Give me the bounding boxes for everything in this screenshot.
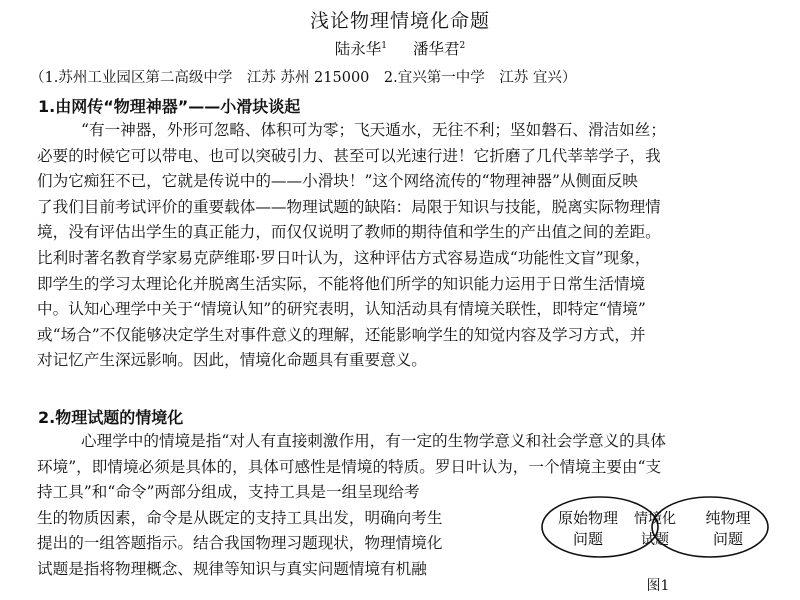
figure-caption: 图1 [646, 578, 670, 594]
text-line: 们为它痴狂不已，它就是传说中的——小滑块！”这个网络流传的“物理神器”从侧面反映 [37, 172, 638, 191]
author-superscript: 2 [459, 40, 466, 51]
text-line: 必要的时候它可以带电、也可以突破引力、甚至可以光速行进！它折磨了几代莘莘学子，我 [37, 146, 661, 165]
left-label-line1: 原始物理 [557, 509, 619, 527]
text-line: “有一神器，外形可忽略、体积可为零；飞天遁水，无往不利；坚如磐石、滑洁如丝； [81, 121, 666, 139]
center-label-line1: 情境化 [634, 511, 676, 527]
author-name: 潘华君 [413, 40, 460, 58]
text-line: 了我们目前考试评价的重要载体——物理试题的缺陷：局限于知识与技能，脱离实际物理情 [37, 197, 661, 216]
author-superscript: 1 [381, 40, 387, 51]
left-ellipse [542, 497, 658, 557]
left-label-line2: 问题 [572, 530, 604, 548]
venn-diagram [538, 485, 786, 575]
author-line [0, 37, 800, 59]
venn-figure [538, 485, 786, 595]
section1-paragraph [37, 118, 779, 374]
text-line: 对记忆产生深远影响。因此，情境化命题具有重要意义。 [37, 351, 427, 370]
right-label-line2: 问题 [712, 530, 744, 548]
section-heading: 2.物理试题的情境化 [38, 408, 184, 427]
affiliation: （1.苏州工业园区第二高级中学 江苏 苏州 215000 2.宜兴第一中学 江苏 宜兴） [30, 70, 577, 86]
text-line: 或“场合”不仅能够决定学生对事件意义的理解，还能影响学生的知觉内容及学习方式，并 [37, 325, 646, 344]
author-name: 陆永华 [334, 40, 382, 58]
text-line: 持工具”和“命令”两部分组成，支持工具是一组呈现给考 [37, 483, 420, 502]
text-line: 境，没有评估出学生的真正能力，而仅仅说明了教师的期待值和学生的产出值之间的差距。 [37, 223, 661, 242]
text-line: 环境”，即情境必须是具体的，具体可感性是情境的特质。罗日叶认为，一个情境主要由“支 [37, 457, 662, 476]
text-line: 提出的一组答题指示。结合我国物理习题现状，物理情境化 [37, 534, 443, 553]
text-line: 即学生的学习太理论化并脱离生活实际，不能将他们所学的知识能力运用于日常生活情境 [37, 274, 646, 293]
text-line: 心理学中的情境是指“对人有直接刺激作用，有一定的生物学意义和社会学意义的具体 [81, 432, 666, 450]
text-line: 比利时著名教育学家易克萨维耶·罗日叶认为，这种评估方式容易造成“功能性文盲”现象， [37, 248, 651, 267]
section-heading: 1.由网传“物理神器”——小滑块谈起 [38, 97, 301, 116]
text-line: 生的物质因素，命令是从既定的支持工具出发，明确向考生 [37, 508, 443, 527]
text-line: 试题是指将物理概念、规律等知识与真实问题情境有机融 [37, 559, 427, 578]
paper-title: 浅论物理情境化命题 [309, 10, 490, 32]
center-label-line2: 试题 [641, 532, 669, 548]
right-label-line1: 纯物理 [705, 509, 751, 527]
text-line: 中。认知心理学中关于“情境认知”的研究表明，认知活动具有情境关联性，即特定“情境” [37, 300, 646, 319]
right-ellipse [652, 497, 768, 557]
